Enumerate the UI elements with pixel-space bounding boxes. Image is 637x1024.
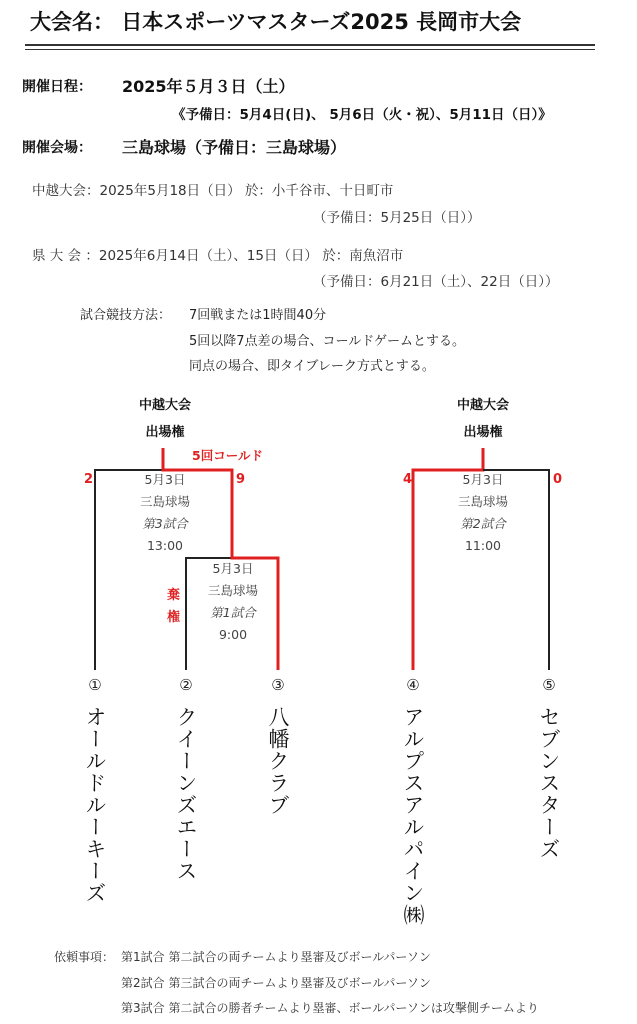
team-name-4: アルプスアルパイン㈱	[401, 706, 425, 926]
game3-score-right: 9	[236, 472, 246, 487]
right-qualification-label-2: 出場権	[463, 425, 503, 440]
forfeit-mark-1: 棄	[167, 588, 181, 603]
left-qualification-label-1: 中越大会	[138, 398, 191, 413]
right-qualification-label-1: 中越大会	[456, 398, 509, 413]
team-name-2: クイーンズエース	[174, 706, 198, 882]
game2-info	[438, 469, 528, 557]
rules-line-3: 同点の場合、即タイブレーク方式とする。	[189, 359, 435, 374]
game2-venue: 三島球場	[457, 494, 508, 509]
game3-info	[120, 469, 210, 557]
notes-label: 依頼事項：	[54, 950, 115, 964]
game1-time: 9:00	[218, 627, 248, 642]
team-name-1: オールドルーキーズ	[83, 706, 107, 904]
venue-value: 三島球場（予備日：三島球場）	[122, 138, 347, 157]
rules-label: 試合競技方法：	[80, 308, 172, 323]
chuetsu-reserve: （予備日：5月25日（日））	[313, 210, 481, 226]
game2-number: 第2試合	[460, 516, 506, 531]
seed-4: ④	[406, 676, 420, 694]
game1-date: 5月3日	[212, 561, 254, 576]
team-name-3: 八幡クラブ	[266, 706, 290, 816]
game3-score-left: 2	[84, 472, 94, 487]
seed-2: ②	[179, 676, 193, 694]
chuetsu-info: 中越大会：2025年5月18日（日） 於：小千谷市、十日町市	[32, 183, 394, 199]
venue-label: 開催会場：	[22, 140, 92, 156]
game3-venue: 三島球場	[139, 494, 190, 509]
game2-score-left: 4	[403, 472, 413, 487]
team-name-5: セブンスターズ	[537, 706, 561, 860]
game2-score-right: 0	[553, 472, 563, 487]
reserve-dates: 《予備日：5月4日(日)、 5月6日（火・祝）、5月11日（日）》	[172, 107, 552, 123]
date-value: 2025年５月３日（土）	[122, 77, 295, 96]
prefectural-info: 県 大 会 ：2025年6月14日（土）、15日（日） 於：南魚沼市	[32, 248, 404, 264]
seed-3: ③	[271, 676, 285, 694]
rules-line-1: 7回戦または1時間40分	[189, 308, 327, 323]
date-label: 開催日程：	[22, 79, 92, 95]
game3-date: 5月3日	[144, 472, 186, 487]
notes-line-2: 第2試合 第三試合の両チームより塁審及びボールパーソン	[121, 976, 431, 990]
game2-date: 5月3日	[462, 472, 504, 487]
notes-line-3: 第3試合 第二試合の勝者チームより塁審、ボールパーソンは攻撃側チームより	[121, 1001, 539, 1015]
game3-number: 第3試合	[142, 516, 188, 531]
seed-5: ⑤	[542, 676, 556, 694]
notes-line-1: 第1試合 第二試合の両チームより塁審及びボールパーソン	[121, 950, 431, 964]
page-title: 大会名： 日本スポーツマスターズ2025 長岡市大会	[30, 10, 522, 34]
game3-time: 13:00	[146, 538, 184, 553]
game1-info	[188, 558, 278, 646]
forfeit-mark-2: 権	[167, 610, 181, 625]
game1-number: 第1試合	[210, 605, 256, 620]
prefectural-reserve: （予備日：6月21日（土）、22日（日））	[313, 274, 559, 290]
seed-1: ①	[88, 676, 102, 694]
cold-game-note: 5回コールド	[192, 448, 263, 463]
game1-venue: 三島球場	[207, 583, 258, 598]
left-qualification-label-2: 出場権	[145, 425, 185, 440]
rules-line-2: 5回以降7点差の場合、コールドゲームとする。	[189, 334, 466, 349]
game2-time: 11:00	[464, 538, 502, 553]
